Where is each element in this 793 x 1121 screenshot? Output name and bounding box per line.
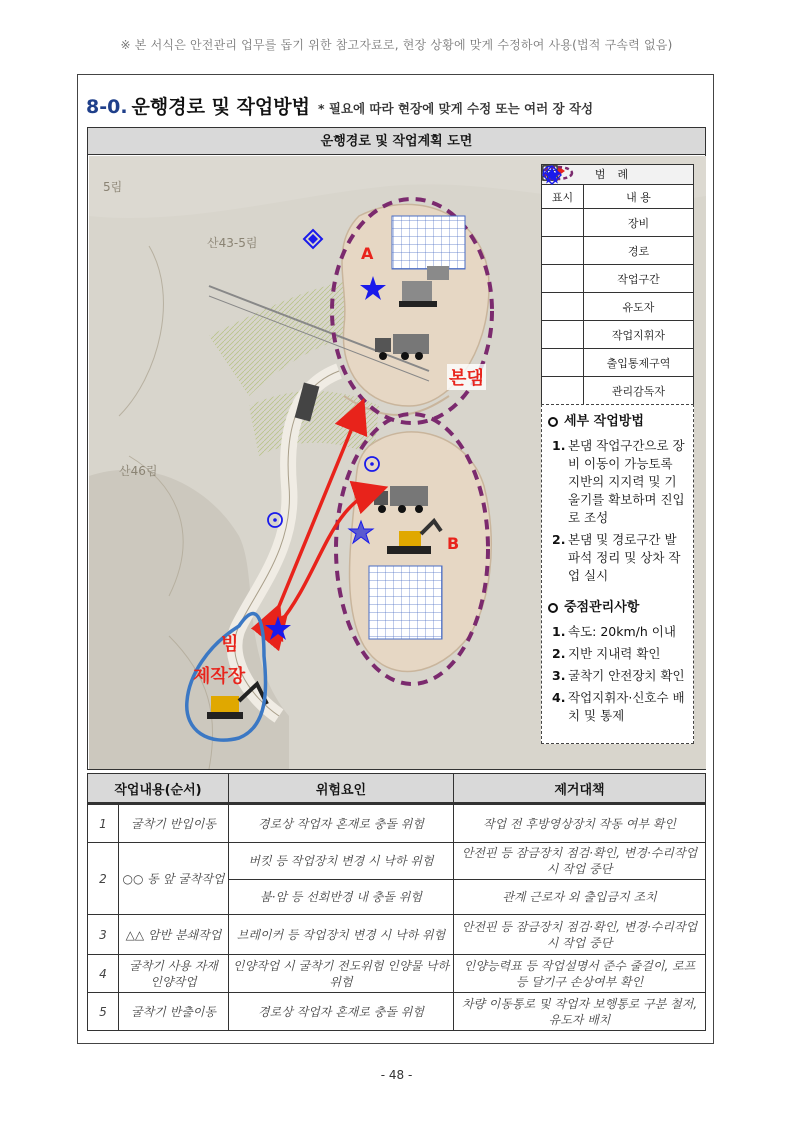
method-heading: 세부 작업방법 <box>564 414 644 429</box>
legend-row-route <box>542 237 693 265</box>
legend-row-work-area <box>542 265 693 293</box>
risk-table <box>87 773 706 1031</box>
legend-label-restricted: 출입통제구역 <box>606 356 671 370</box>
legend-label-commander: 작업지휘자 <box>611 328 666 342</box>
key-item: 1. 속도: 20km/h 이내 <box>552 624 676 639</box>
legend-row-supervisor <box>542 377 693 405</box>
table-row: 5 굴착기 반출이동 경로상 작업자 혼재로 충돌 위험 차량 이동통로 및 작업자 보행통로 구분 철저, 유도자 배치 <box>88 993 706 1031</box>
key-list <box>552 623 687 725</box>
beam-yard-label-1: 빔 <box>221 634 239 655</box>
table-row: 4 굴착기 사용 자재 인양작업 인양작업 시 굴착기 전도위험 인양물 낙하위험 인양능력표 등 작업설명서 준수 줄걸이, 로프 등 달기구 손상여부 확인 <box>88 955 706 993</box>
dam-label: 본댐 <box>447 364 486 390</box>
key-item: 4. 작업지휘자·신호수 배치 및 통제 <box>552 690 685 723</box>
table-row: 2 ○○ 동 앞 굴착작업 버킷 등 작업장치 변경 시 낙하 위험 안전핀 등 잠금장치 점검·확인, 변경·수리작업 시 작업 중단 <box>88 843 706 880</box>
table-row: 1 굴착기 반입이동 경로상 작업자 혼재로 충돌 위험 작업 전 후방영상장치 작동 여부 확인 <box>88 805 706 843</box>
zone-a-label: A <box>361 244 374 263</box>
table-row: 3 △△ 암반 분쇄작업 브레이커 등 작업장치 변경 시 낙하 위험 안전핀 등 잠금장치 점검·확인, 변경·수리작업 시 작업 중단 <box>88 915 706 955</box>
legend-col-content: 내 용 <box>626 190 651 204</box>
method-item: 2. 본댐 및 경로구간 발파석 정리 및 상차 작업 실시 <box>552 532 681 583</box>
legend-label-equipment: 장비 <box>627 216 650 230</box>
topo-label-3: 산46림 <box>119 464 158 478</box>
header-measure: 제거대책 <box>454 774 706 803</box>
table-row: 붐·암 등 선회반경 내 충돌 위험 관계 근로자 외 출입금지 조치 <box>88 880 706 915</box>
legend-header-row <box>542 185 693 209</box>
topo-label-2: 산43-5림 <box>207 236 258 250</box>
legend-label-route: 경로 <box>627 244 650 258</box>
form-frame <box>77 74 714 1044</box>
supervisor-diamond-icon <box>542 165 562 185</box>
section-title <box>86 92 593 119</box>
legend <box>541 164 694 406</box>
disclaimer-notice: ※ 본 서식은 안전관리 업무를 돕기 위한 참고자료로, 현장 상황에 맞게 수정하여 사용(법적 구속력 없음) <box>120 38 673 52</box>
page-number: - 48 - <box>380 1068 413 1082</box>
legend-row-equipment <box>542 209 693 237</box>
section-number: 8-0. <box>86 96 128 118</box>
legend-label-guide: 유도자 <box>622 300 655 314</box>
legend-label-supervisor: 관리감독자 <box>611 385 666 398</box>
section-subtitle: * 필요에 따라 현장에 맞게 수정 또는 여러 장 작성 <box>317 101 594 116</box>
method-item: 1. 본댐 작업구간으로 장비 이동이 가능토록 지반의 지지력 및 기울기를 확보하며 진입로 조성 <box>552 438 685 525</box>
section-name: 운행경로 및 작업방법 <box>131 96 310 118</box>
bullet-circle-icon <box>548 603 558 613</box>
legend-label-work-area: 작업구간 <box>617 272 660 286</box>
legend-col-symbol: 표시 <box>542 185 584 208</box>
plan-box <box>87 127 706 770</box>
legend-row-guide <box>542 293 693 321</box>
key-heading-row <box>548 599 687 617</box>
method-heading-row <box>548 413 687 431</box>
topo-label-1: 5림 <box>103 180 123 194</box>
legend-row-commander <box>542 321 693 349</box>
header-task: 작업내용(순서) <box>88 774 229 803</box>
key-item: 2. 지반 지내력 확인 <box>552 646 661 661</box>
legend-title: 범례 <box>542 165 693 185</box>
key-item: 3. 굴착기 안전장치 확인 <box>552 668 685 683</box>
key-heading: 중점관리사항 <box>564 600 640 615</box>
site-map <box>89 156 706 769</box>
bullet-circle-icon <box>548 417 558 427</box>
header-hazard: 위험요인 <box>229 774 454 803</box>
table-header-row <box>88 774 706 803</box>
legend-row-restricted <box>542 349 693 377</box>
method-panel <box>541 404 694 744</box>
plan-heading: 운행경로 및 작업계획 도면 <box>88 128 705 155</box>
method-list <box>552 437 687 585</box>
zone-b-label: B <box>447 534 460 553</box>
beam-yard-label-2: 제작장 <box>193 666 246 687</box>
